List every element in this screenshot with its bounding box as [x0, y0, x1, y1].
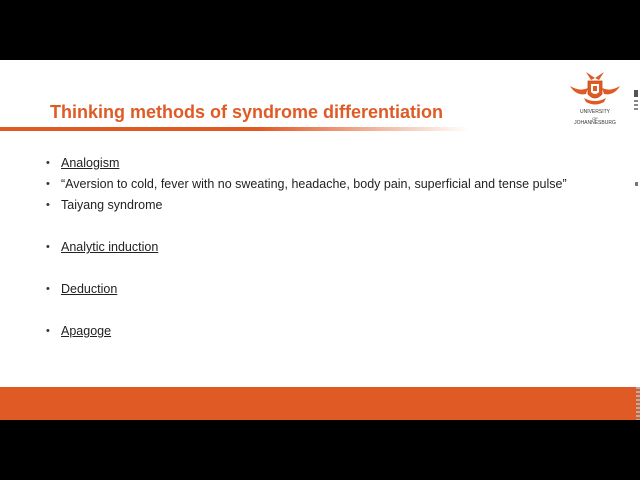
footer-stripe: [636, 387, 640, 420]
logo-wordmark: [564, 110, 626, 127]
bullet-text: Taiyang syndrome: [61, 198, 163, 212]
slide: [0, 60, 640, 420]
bullet-item-analogism: [46, 156, 586, 171]
shield-emblem-icon: [564, 72, 626, 112]
title-underline: [0, 127, 470, 131]
logo-line-johannesburg: JOHANNESBURG: [574, 120, 616, 126]
slide-title: Thinking methods of syndrome differentiation: [50, 102, 444, 122]
bullet-text[interactable]: Analogism: [61, 156, 120, 170]
bullet-text: “Aversion to cold, fever with no sweating, headache, body pain, superficial and tense pulse”: [61, 177, 567, 191]
bullet-item-quote: [46, 177, 586, 192]
university-logo: [564, 72, 626, 126]
bullet-text[interactable]: Analytic induction: [61, 240, 159, 254]
edge-marks-icon: [630, 90, 640, 190]
bullet-list: [46, 156, 586, 339]
bullet-text[interactable]: Deduction: [61, 282, 118, 296]
logo-line-university: UNIVERSITY: [579, 109, 610, 115]
bullet-item-deduction: [46, 282, 586, 297]
footer-bar: [0, 387, 640, 420]
bullet-item-taiyang: [46, 198, 586, 213]
logo-line-of: OF: [592, 115, 598, 121]
bullet-item-analytic-induction: [46, 240, 586, 255]
bullet-text[interactable]: Apagoge: [61, 324, 112, 338]
bullet-item-apagoge: [46, 324, 586, 339]
